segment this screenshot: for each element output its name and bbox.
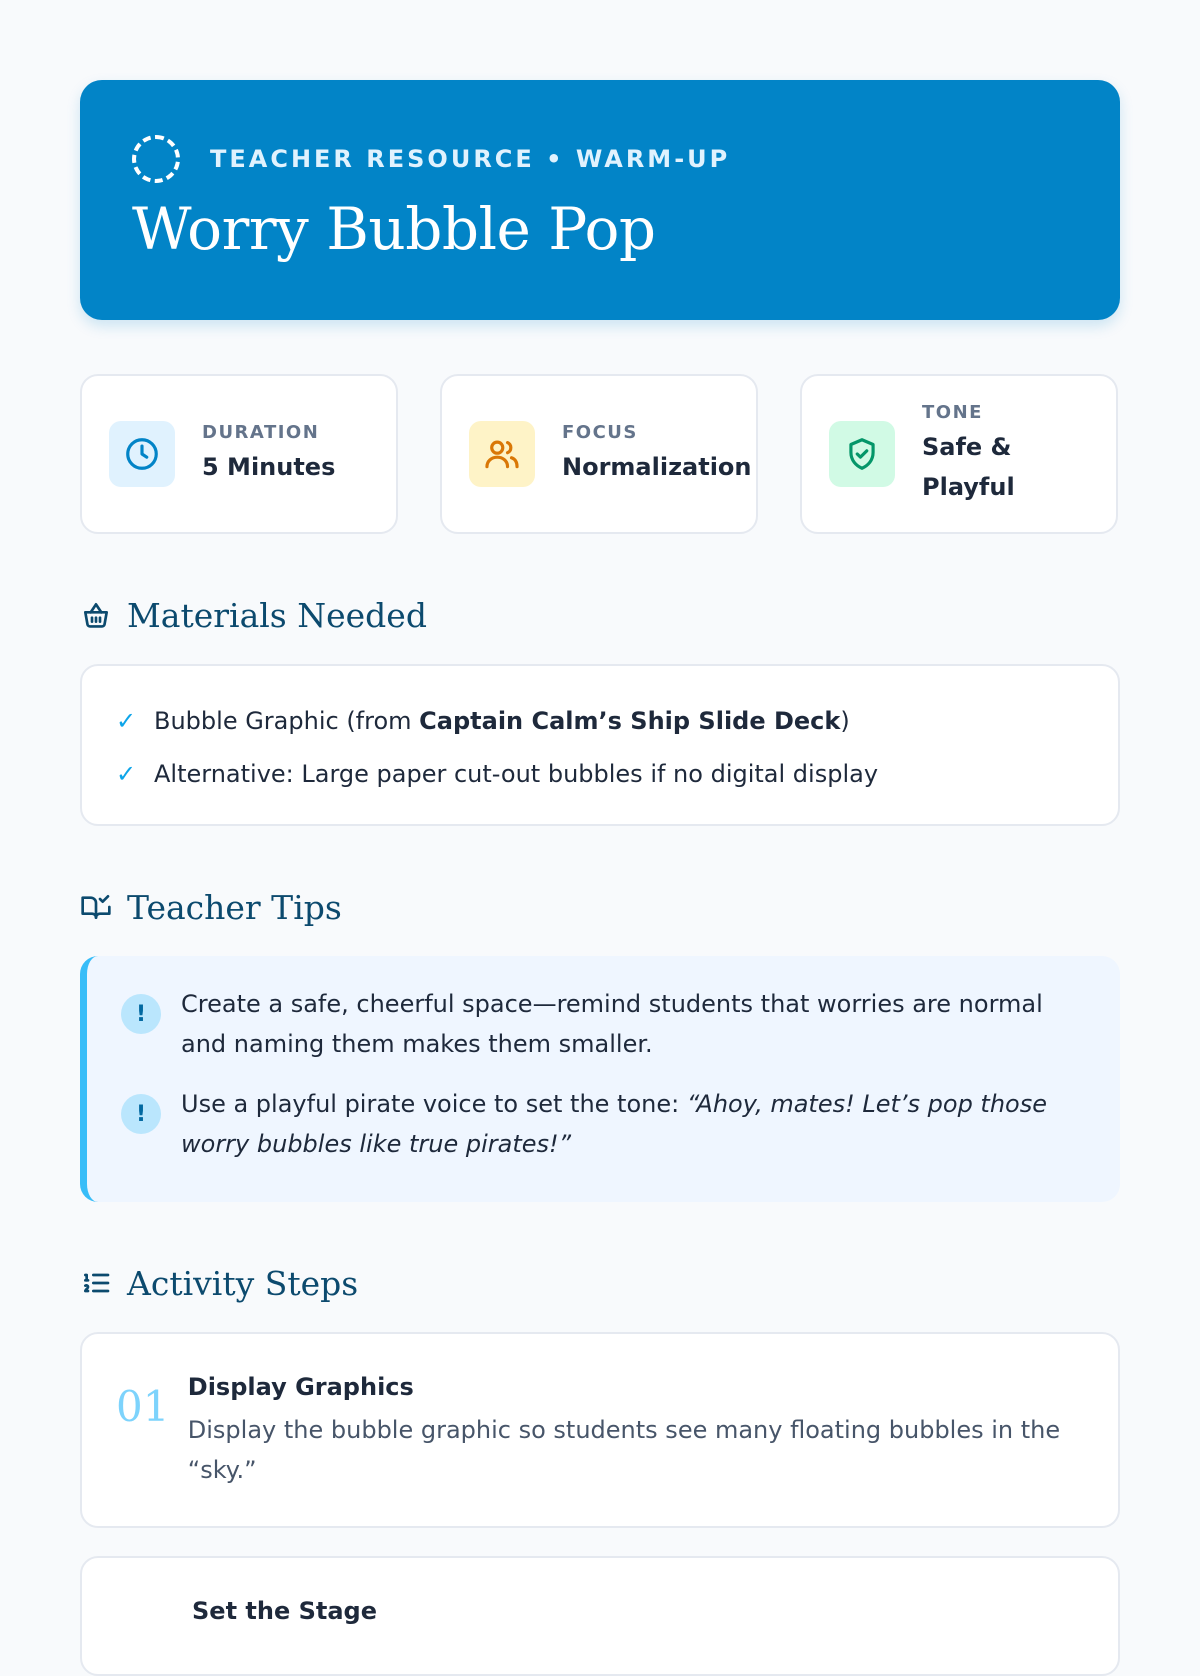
info-cards	[80, 374, 1120, 534]
tips-callout	[80, 956, 1120, 1202]
users-icon	[469, 421, 535, 487]
check-icon: ✓	[116, 759, 137, 788]
list-ordered-icon	[80, 1267, 112, 1299]
steps-heading	[80, 1258, 1120, 1308]
materials-list	[80, 664, 1120, 826]
material-text	[154, 760, 878, 788]
list-item	[116, 694, 1084, 747]
focus-card	[440, 374, 758, 534]
step-title: Display Graphics	[187, 1373, 414, 1401]
duration-label: DURATION	[202, 421, 320, 443]
shield-check-icon	[829, 421, 895, 487]
tip-quote: “Ahoy, mates! Let’s pop those worry bubbles like true pirates!”	[181, 1090, 1048, 1158]
alert-icon: !	[121, 1094, 161, 1134]
step-description: Display the bubble graphic so students see many floating bubbles in the “sky.”	[187, 1416, 1061, 1484]
materials-title: Materials Needed	[127, 595, 427, 635]
duration-text	[202, 422, 335, 487]
material-bold: Captain Calm’s Ship Slide Deck	[419, 706, 841, 735]
page-title: Worry Bubble Pop	[132, 195, 656, 263]
step-card	[80, 1332, 1120, 1528]
tips-heading	[80, 882, 1120, 932]
material-prefix: Bubble Graphic (from	[154, 706, 420, 735]
step-number: 01	[116, 1382, 170, 1431]
tone-value: Safe & Playful	[922, 432, 1015, 501]
steps-title: Activity Steps	[127, 1263, 359, 1303]
step-title: Set the Stage	[192, 1597, 377, 1625]
material-prefix: Alternative: Large paper cut-out bubbles if no digital display	[154, 759, 879, 788]
materials-heading	[80, 590, 1120, 640]
book-open-check-icon	[80, 891, 112, 923]
hero-top	[132, 134, 1068, 184]
hero-banner	[80, 80, 1120, 320]
duration-card	[80, 374, 398, 534]
tip-item	[121, 1084, 1086, 1164]
tone-card	[800, 374, 1118, 534]
tip-item	[121, 984, 1086, 1064]
duration-value: 5 Minutes	[202, 452, 336, 481]
focus-text	[562, 422, 752, 487]
focus-label: FOCUS	[562, 421, 638, 443]
material-suffix: )	[840, 706, 850, 735]
tip-text-lead: Use a playful pirate voice to set the tone:	[181, 1090, 687, 1118]
alert-icon: !	[121, 994, 161, 1034]
material-text	[154, 707, 850, 735]
tip-text	[181, 1084, 1086, 1164]
tone-text	[922, 402, 1042, 507]
focus-value: Normalization	[562, 452, 752, 481]
tone-label: TONE	[922, 401, 983, 423]
hero-eyebrow: TEACHER RESOURCE • WARM-UP	[210, 145, 731, 173]
tip-text: Create a safe, cheerful space—remind students that worries are normal and naming them makes them smaller.	[181, 990, 1043, 1058]
check-icon: ✓	[116, 706, 137, 735]
tips-title: Teacher Tips	[127, 887, 342, 927]
clock-icon	[109, 421, 175, 487]
step-body	[188, 1370, 1084, 1526]
basket-icon	[80, 599, 112, 631]
list-item	[116, 747, 1084, 800]
step-card	[80, 1556, 1120, 1676]
dashed-circle-icon	[132, 135, 180, 183]
